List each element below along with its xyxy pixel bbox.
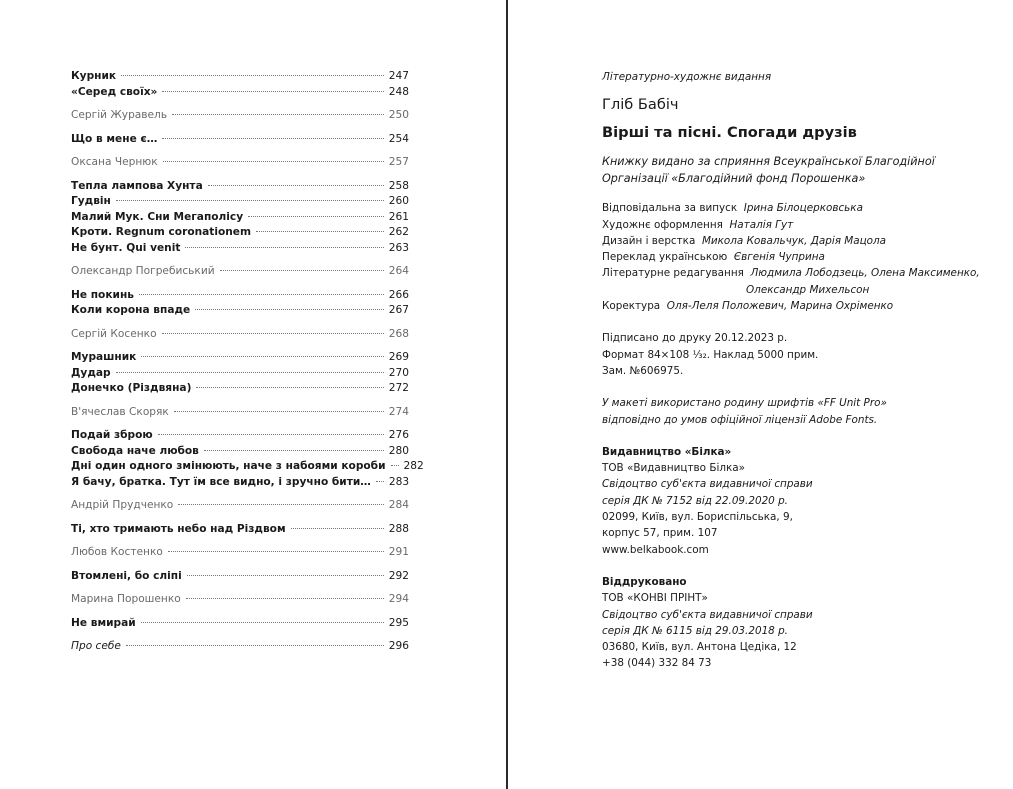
format-run: Формат 84×108 ¹⁄₃₂. Наклад 5000 прим.: [602, 348, 819, 361]
printer-company: ТОВ «КОНВІ ПРІНТ»: [602, 592, 708, 605]
toc-entry-title: Не покинь: [71, 288, 134, 301]
toc-poem-row: [71, 225, 409, 241]
toc-dot-leader: [163, 161, 384, 162]
toc-poem-row: [71, 444, 409, 460]
toc-page-number: 269: [388, 351, 409, 363]
publisher-series: серія ДК № 7152 від 22.09.2020 р.: [602, 494, 788, 507]
publisher-address: корпус 57, прим. 107: [602, 527, 718, 540]
toc-poem-row: [71, 522, 409, 538]
printer-phone: +38 (044) 332 84 73: [602, 657, 712, 670]
toc-entry-title: Олександр Погребиський: [71, 265, 215, 277]
printer-address: 03680, Київ, вул. Антона Цедіка, 12: [602, 641, 797, 654]
toc-author-row: [71, 592, 409, 608]
toc-entry-title: Оксана Чернюк: [71, 156, 158, 168]
toc-author-row: [71, 498, 409, 514]
sponsor-line: Книжку видано за сприяння Всеукраїнської Благодійної: [602, 155, 935, 169]
publisher-heading: Видавництво «Білка»: [602, 445, 732, 458]
toc-poem-row: [71, 366, 409, 382]
toc-page-number: 276: [388, 429, 409, 441]
toc-poem-row: [71, 475, 409, 491]
font-note-line: відповідно до умов офіційної ліцензії Adobe Fonts.: [602, 413, 878, 426]
toc-dot-leader: [141, 356, 383, 357]
credit-value: Людмила Лободзець, Олена Максименко,: [750, 267, 980, 280]
toc-poem-row: [71, 210, 409, 226]
toc-entry-title: Я бачу, братка. Тут їм все видно, і зручно бити…: [71, 475, 371, 488]
toc-entry-title: Сергій Косенко: [71, 327, 157, 340]
toc-page-number: 280: [388, 444, 409, 457]
printer-series: серія ДК № 6115 від 29.03.2018 р.: [602, 624, 788, 637]
toc-entry-title: Андрій Прудченко: [71, 499, 174, 511]
publisher-address: 02099, Київ, вул. Бориспільська, 9,: [602, 511, 793, 524]
toc-entry-title: Марина Порошенко: [71, 593, 181, 605]
toc-author-row: [71, 405, 409, 421]
credit-value: Наталія Гут: [729, 218, 794, 231]
credit-label: Відповідальна за випуск: [602, 202, 738, 215]
toc-entry-title: Подай зброю: [71, 429, 153, 441]
toc-author-row: [71, 327, 409, 343]
toc-entry-title: Тепла лампова Хунта: [71, 179, 203, 192]
publisher: [602, 444, 1002, 558]
toc-dot-leader: [174, 411, 384, 412]
order-number: Зам. №606975.: [602, 364, 684, 377]
toc-dot-leader: [116, 200, 384, 201]
credit-label: Літературне редагування: [602, 267, 744, 280]
author-name: Гліб Бабіч: [602, 96, 679, 114]
toc-entry-title: Про себе: [71, 640, 121, 652]
toc-page-number: 283: [388, 475, 410, 488]
publisher-company: ТОВ «Видавництво Білка»: [602, 462, 745, 475]
toc-page-number: 296: [388, 640, 409, 652]
right-page: [508, 0, 1013, 789]
toc-page-number: 247: [388, 70, 409, 82]
toc-page-number: 291: [388, 546, 409, 558]
toc-poem-row: [71, 132, 409, 148]
toc-entry-title: Дні один одного змінюють, наче з набоями короби: [71, 460, 386, 472]
publisher-website: www.belkabook.com: [602, 543, 709, 556]
sponsor-note: [602, 153, 1002, 187]
toc-poem-row: [71, 179, 409, 195]
toc-entry-title: Сергій Журавель: [71, 109, 168, 121]
toc-dot-leader: [126, 645, 384, 646]
credit-value: Євгенія Чуприна: [733, 251, 825, 264]
toc-dot-leader: [391, 465, 399, 466]
toc-poem-row: [71, 616, 409, 632]
toc-entry-title: Донечко (Різдвяна): [71, 382, 192, 394]
credit-art: [602, 217, 1002, 233]
printer-cert: Свідоцтво суб'єкта видавничої справи: [602, 608, 813, 621]
toc-entry-title: Не бунт. Qui venit: [71, 241, 181, 254]
credit-translation: [602, 249, 1002, 265]
toc-dot-leader: [376, 481, 384, 482]
credit-label: Дизайн і верстка: [602, 234, 696, 247]
printer-heading: Віддруковано: [602, 575, 687, 588]
toc-page-number: 248: [388, 85, 409, 98]
toc-entry-title: Малий Мук. Сни Мегаполісу: [71, 210, 244, 223]
toc-poem-row: [71, 241, 409, 257]
toc-entry-title: Мурашник: [71, 351, 137, 363]
toc-entry-title: Ті, хто тримають небо над Різдвом: [71, 522, 286, 535]
table-of-contents: [71, 69, 424, 655]
toc-page-number: 295: [388, 616, 409, 629]
toc-entry-title: Дудар: [71, 366, 111, 379]
credit-proofreading: [602, 298, 1002, 314]
publisher-cert: Свідоцтво суб'єкта видавничої справи: [602, 478, 813, 491]
toc-page-number: 250: [388, 109, 409, 121]
book-title: Вірші та пісні. Спогади друзів: [602, 124, 857, 142]
toc-poem-row: [71, 194, 409, 210]
toc-dot-leader: [139, 294, 384, 295]
toc-page-number: 282: [403, 460, 424, 472]
toc-author-row: [71, 264, 409, 280]
credit-value: Микола Ковальчук, Дарія Мацола: [701, 234, 887, 247]
toc-entry-title: Гудвін: [71, 195, 111, 207]
toc-dot-leader: [208, 185, 384, 186]
toc-entry-title: Любов Костенко: [71, 546, 163, 558]
credit-design: [602, 233, 1002, 249]
toc-page-number: 274: [388, 405, 409, 418]
toc-entry-title: Коли корона впаде: [71, 304, 191, 316]
printer: [602, 574, 1002, 672]
toc-poem-row: [71, 288, 409, 304]
credit-label: Коректура: [602, 300, 661, 313]
toc-page-number: 264: [388, 265, 409, 277]
toc-about-row: [71, 639, 409, 655]
toc-poem-row: [71, 569, 409, 585]
credit-value: Ірина Білоцерковська: [743, 202, 863, 215]
toc-dot-leader: [121, 75, 384, 76]
toc-entry-title: Кроти. Regnum coronationem: [71, 226, 252, 238]
toc-author-row: [71, 545, 409, 561]
toc-page-number: 267: [388, 304, 409, 316]
toc-poem-row: [71, 459, 424, 475]
toc-author-row: [71, 108, 409, 124]
toc-dot-leader: [168, 551, 384, 552]
toc-page-number: 258: [388, 179, 409, 192]
toc-page-number: 263: [388, 241, 409, 254]
signed-date: Підписано до друку 20.12.2023 р.: [602, 332, 788, 345]
toc-entry-title: В'ячеслав Скоряк: [71, 405, 169, 418]
credit-label: Переклад українською: [602, 251, 728, 264]
toc-dot-leader: [186, 598, 384, 599]
font-note-line: У макеті використано родину шрифтів «FF Unit Pro»: [602, 397, 887, 410]
toc-page-number: 262: [388, 226, 409, 238]
toc-dot-leader: [141, 622, 384, 623]
credit-responsible: [602, 200, 1002, 216]
toc-dot-leader: [178, 504, 383, 505]
toc-page-number: 260: [388, 195, 409, 207]
toc-entry-title: Втомлені, бо сліпі: [71, 569, 182, 582]
toc-entry-title: «Серед своїх»: [71, 85, 158, 98]
credit-editing: [602, 265, 1002, 281]
toc-entry-title: Що в мене є…: [71, 132, 158, 145]
toc-dot-leader: [162, 91, 383, 92]
toc-entry-title: Свобода наче любов: [71, 444, 199, 457]
toc-dot-leader: [172, 114, 384, 115]
toc-dot-leader: [116, 372, 384, 373]
toc-poem-row: [71, 85, 409, 101]
toc-author-row: [71, 155, 409, 171]
credit-editing-continued: Олександр Михельсон: [746, 283, 870, 296]
toc-page-number: 292: [388, 569, 409, 582]
toc-dot-leader: [185, 247, 383, 248]
credit-value: Оля-Леля Положевич, Марина Охріменко: [666, 300, 894, 313]
toc-dot-leader: [196, 387, 383, 388]
toc-page-number: 257: [388, 156, 409, 168]
toc-dot-leader: [162, 138, 383, 139]
imprint: [602, 69, 1002, 672]
toc-dot-leader: [187, 575, 384, 576]
toc-page-number: 294: [388, 593, 409, 605]
toc-dot-leader: [220, 270, 384, 271]
left-page: [0, 0, 506, 789]
edition-type: Літературно-художнє видання: [602, 71, 772, 83]
toc-dot-leader: [195, 309, 384, 310]
toc-page-number: 284: [388, 499, 409, 511]
toc-page-number: 261: [388, 210, 409, 223]
toc-poem-row: [71, 350, 409, 366]
toc-dot-leader: [158, 434, 384, 435]
toc-dot-leader: [291, 528, 384, 529]
credits: [602, 200, 1002, 314]
toc-page-number: 272: [388, 382, 409, 394]
sponsor-line: Організації «Благодійний фонд Порошенка»: [602, 172, 866, 186]
toc-page-number: 266: [388, 288, 409, 301]
toc-dot-leader: [256, 231, 384, 232]
font-note: [602, 395, 1002, 428]
toc-page-number: 268: [388, 327, 409, 340]
credit-label: Художнє оформлення: [602, 218, 723, 231]
toc-poem-row: [71, 381, 409, 397]
toc-poem-row: [71, 303, 409, 319]
toc-poem-row: [71, 428, 409, 444]
toc-entry-title: Не вмирай: [71, 616, 136, 629]
toc-page-number: 270: [388, 366, 409, 379]
toc-entry-title: Курник: [71, 70, 117, 82]
toc-dot-leader: [204, 450, 384, 451]
toc-poem-row: [71, 69, 409, 85]
toc-page-number: 254: [388, 132, 409, 145]
toc-dot-leader: [248, 216, 384, 217]
print-info: [602, 330, 1002, 379]
toc-dot-leader: [162, 333, 384, 334]
toc-page-number: 288: [388, 522, 409, 535]
